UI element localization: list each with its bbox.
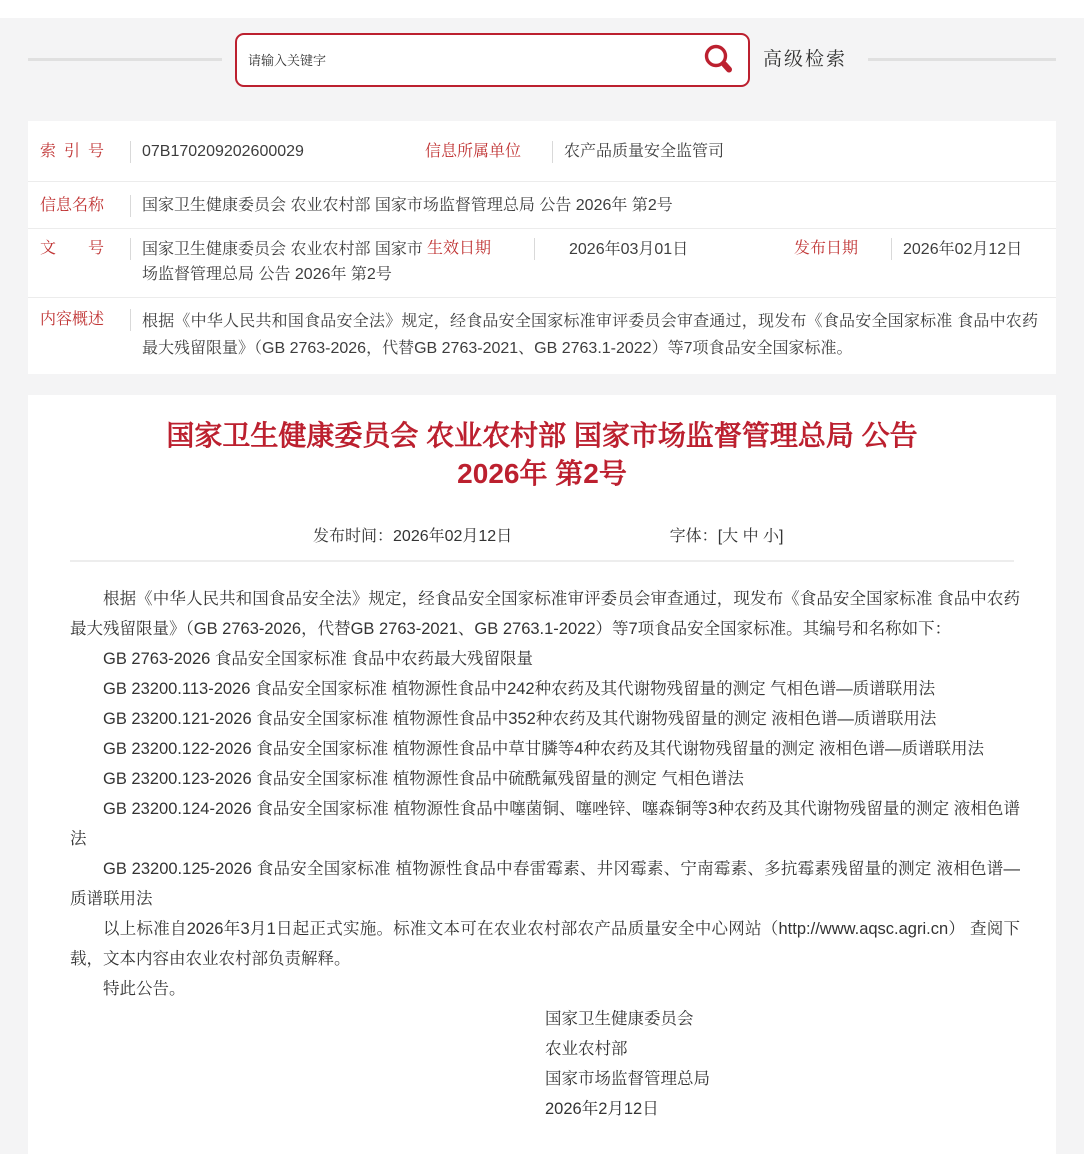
body-paragraph: 根据《中华人民共和国食品安全法》规定，经食品安全国家标准审评委员会审查通过，现发布《食品安全国家标准 食品中农药最大残留限量》（GB 2763-2026，代替GB 2763-2021、GB 2763.1-2022）等7项食品安全国家标准。其编号和名称如下： <box>70 590 1020 638</box>
signature-line: 国家卫生健康委员会 <box>545 1010 694 1028</box>
publish-date-label: 发布日期 <box>794 240 859 257</box>
search-box <box>235 33 750 87</box>
body-paragraph: GB 23200.124-2026 食品安全国家标准 植物源性食品中噻菌铜、噻唑锌、噻森铜等3种农药及其代谢物残留量的测定 液相色谱法 <box>70 800 1020 848</box>
publish-date-value: 2026年02月12日 <box>903 241 1023 258</box>
name-value: 国家卫生健康委员会 农业农村部 国家市场监督管理总局 公告 2026年 第2号 <box>142 197 673 214</box>
name-label: 信息名称 <box>40 197 105 214</box>
article-meta <box>28 523 1056 546</box>
effective-date-label: 生效日期 <box>427 240 492 257</box>
search-button[interactable] <box>690 35 748 85</box>
signature-line: 2026年2月12日 <box>545 1100 659 1118</box>
unit-value: 农产品质量安全监管司 <box>564 143 725 160</box>
top-strip <box>0 0 1084 18</box>
summary-value: 根据《中华人民共和国食品安全法》规定，经食品安全国家标准审评委员会审查通过，现发布《食品安全国家标准 食品中农药最大残留限量》（GB 2763-2026，代替GB 2763-2021、GB 2763.1-2022）等7项食品安全国家标准。 <box>142 313 1038 357</box>
body-paragraph: 特此公告。 <box>103 980 186 998</box>
article-panel <box>28 395 1056 1154</box>
search-header <box>0 0 1084 121</box>
decorative-line-right <box>868 58 1056 61</box>
advanced-search-link[interactable]: 高级检索 <box>763 49 848 70</box>
article-title-line-1: 国家卫生健康委员会 农业农村部 国家市场监督管理总局 公告 <box>166 420 918 451</box>
vertical-divider <box>891 238 892 260</box>
vertical-divider <box>130 141 131 163</box>
search-icon <box>701 42 737 78</box>
unit-label: 信息所属单位 <box>425 143 522 160</box>
body-paragraph: GB 23200.125-2026 食品安全国家标准 植物源性食品中春雷霉素、井冈霉素、宁南霉素、多抗霉素残留量的测定 液相色谱—质谱联用法 <box>70 860 1020 908</box>
index-value: 07B170209202600029 <box>142 143 304 160</box>
metadata-row-index <box>28 121 1056 182</box>
body-paragraph: GB 2763-2026 食品安全国家标准 食品中农药最大残留限量 <box>103 650 533 668</box>
article-body <box>28 562 1056 1124</box>
vertical-divider <box>130 195 131 217</box>
doc-number-label: 文号 <box>40 240 104 257</box>
signature-line: 农业农村部 <box>545 1040 628 1058</box>
effective-date-value: 2026年03月01日 <box>569 241 689 258</box>
font-size-control <box>670 528 784 545</box>
vertical-divider <box>534 238 535 260</box>
metadata-row-name <box>28 182 1056 229</box>
search-input[interactable] <box>237 35 690 85</box>
body-paragraph: 以上标准自2026年3月1日起正式实施。标准文本可在农业农村部农产品质量安全中心网站（http://www.aqsc.agri.cn） 查阅下载，文本内容由农业农村部负责解释。 <box>70 920 1020 968</box>
font-size-label: 字体： <box>669 528 718 545</box>
font-size-options[interactable]: [大 中 小] <box>717 528 784 545</box>
body-paragraph: GB 23200.122-2026 食品安全国家标准 植物源性食品中草甘膦等4种农药及其代谢物残留量的测定 液相色谱—质谱联用法 <box>103 740 985 758</box>
article-title <box>28 417 1056 493</box>
signature-block <box>70 1004 1020 1124</box>
metadata-panel <box>28 121 1056 374</box>
vertical-divider <box>552 141 553 163</box>
article-paragraphs <box>70 584 1020 1004</box>
index-label: 索引号 <box>40 143 104 160</box>
doc-number-value: 国家卫生健康委员会 农业农村部 国家市场监督管理总局 公告 2026年 第2号 <box>142 241 423 283</box>
publish-time-label: 发布时间： <box>313 528 394 545</box>
vertical-divider <box>130 238 131 260</box>
signature-line: 国家市场监督管理总局 <box>545 1070 710 1088</box>
body-paragraph: GB 23200.121-2026 食品安全国家标准 植物源性食品中352种农药及其代谢物残留量的测定 液相色谱—质谱联用法 <box>103 710 937 728</box>
summary-label: 内容概述 <box>40 311 105 328</box>
body-paragraph: GB 23200.123-2026 食品安全国家标准 植物源性食品中硫酰氟残留量的测定 气相色谱法 <box>103 770 744 788</box>
body-paragraph: GB 23200.113-2026 食品安全国家标准 植物源性食品中242种农药及其代谢物残留量的测定 气相色谱—质谱联用法 <box>103 680 936 698</box>
publish-time-value: 2026年02月12日 <box>393 528 513 545</box>
article-title-line-2: 2026年 第2号 <box>457 458 627 489</box>
metadata-row-doc <box>28 229 1056 298</box>
vertical-divider <box>130 309 131 331</box>
decorative-line-left <box>28 58 222 61</box>
metadata-row-summary <box>28 298 1056 374</box>
